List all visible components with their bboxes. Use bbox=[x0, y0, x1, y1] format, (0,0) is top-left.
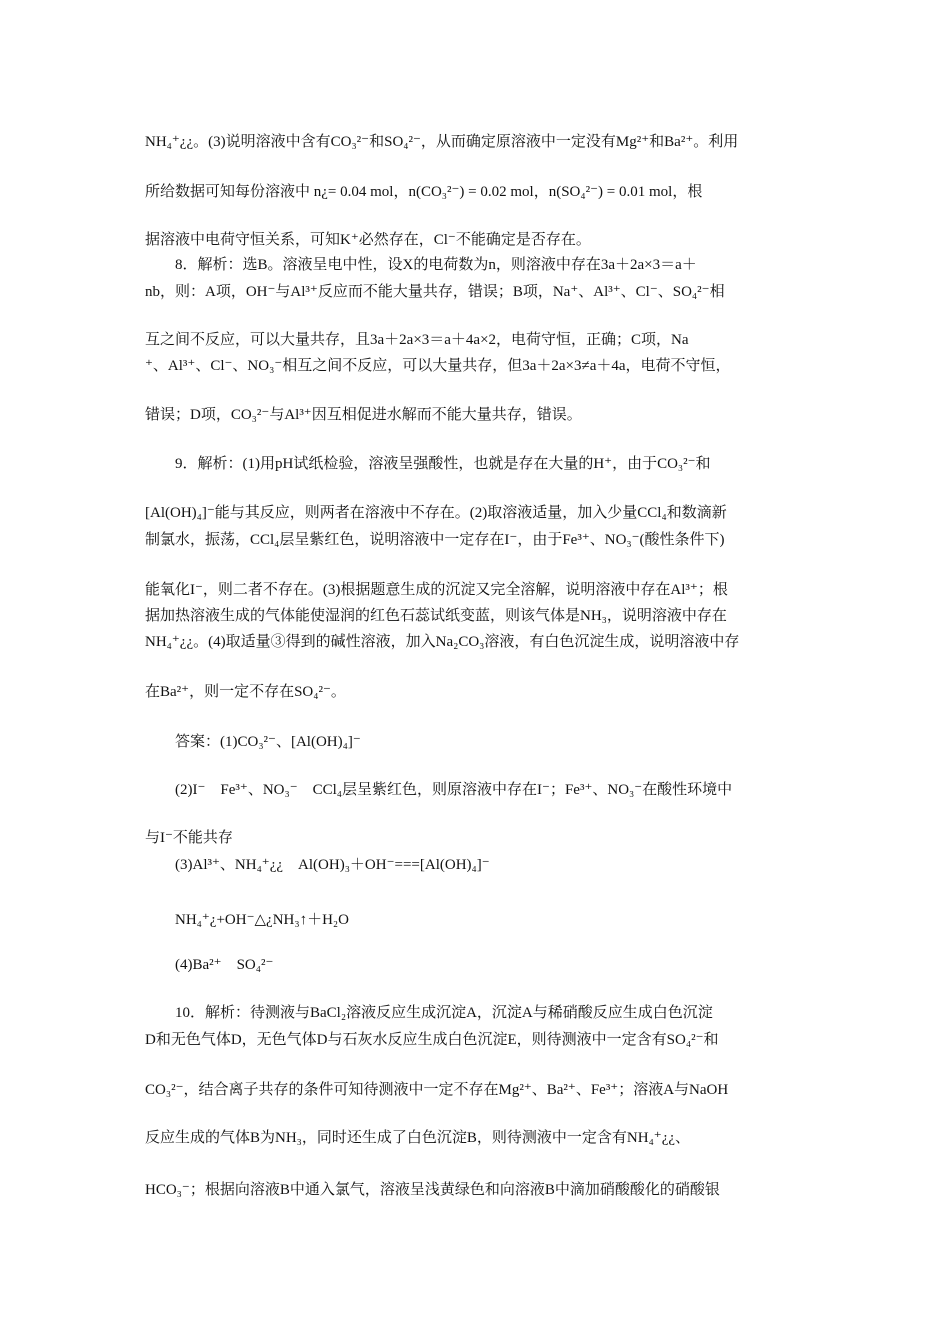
text-line: NH₄⁺¿¿。(4)取适量③得到的碱性溶液，加入Na₂CO₃溶液，有白色沉淀生成，说明溶液中存 bbox=[145, 634, 740, 650]
text-line: 互之间不反应，可以大量共存，且3a＋2a×3＝a＋4a×2，电荷守恒，正确；C项，Na bbox=[145, 332, 689, 348]
text-line: 与I⁻不能共存 bbox=[145, 830, 233, 846]
text-line: 据加热溶液生成的气体能使湿润的红色石蕊试纸变蓝，则该气体是NH₃，说明溶液中存在 bbox=[145, 608, 727, 624]
text-line: 据溶液中电荷守恒关系，可知K⁺必然存在，Cl⁻不能确定是否存在。 bbox=[145, 232, 591, 248]
text-line: 10．解析：待测液与BaCl₂溶液反应生成沉淀A，沉淀A与稀硝酸反应生成白色沉淀 bbox=[175, 1005, 713, 1021]
text-line: 在Ba²⁺，则一定不存在SO₄²⁻。 bbox=[145, 684, 346, 700]
text-line: NH₄⁺¿+OH⁻△¿NH₃↑＋H₂O bbox=[175, 912, 349, 928]
text-line: 反应生成的气体B为NH₃，同时还生成了白色沉淀B，则待测液中一定含有NH₄⁺¿¿、 bbox=[145, 1130, 691, 1146]
text-line: ⁺、Al³⁺、Cl⁻、NO₃⁻相互之间不反应，可以大量共存，但3a＋2a×3≠a＋4a，电荷不守恒， bbox=[145, 358, 731, 374]
text-line: CO₃²⁻，结合离子共存的条件可知待测液中一定不存在Mg²⁺、Ba²⁺、Fe³⁺；溶液A与NaOH bbox=[145, 1082, 729, 1098]
text-line: HCO₃⁻；根据向溶液B中通入氯气，溶液呈浅黄绿色和向溶液B中滴加硝酸酸化的硝酸银 bbox=[145, 1182, 720, 1198]
text-line: (4)Ba²⁺ SO₄²⁻ bbox=[175, 957, 274, 973]
text-line: 9．解析：(1)用pH试纸检验，溶液呈强酸性，也就是存在大量的H⁺，由于CO₃²⁻和 bbox=[175, 456, 711, 472]
text-line: 8．解析：选B。溶液呈电中性，设X的电荷数为n，则溶液中存在3a＋2a×3＝a＋ bbox=[175, 257, 697, 273]
text-line: 能氧化I⁻，则二者不存在。(3)根据题意生成的沉淀又完全溶解，说明溶液中存在Al³⁺；根 bbox=[145, 582, 728, 598]
text-line: [Al(OH)₄]⁻能与其反应，则两者在溶液中不存在。(2)取溶液适量，加入少量CCl₄和数滴新 bbox=[145, 505, 727, 521]
text-line: 所给数据可知每份溶液中 n¿= 0.04 mol，n(CO₃²⁻) = 0.02 mol，n(SO₄²⁻) = 0.01 mol，根 bbox=[145, 184, 703, 200]
text-line: D和无色气体D，无色气体D与石灰水反应生成白色沉淀E，则待测液中一定含有SO₄²⁻和 bbox=[145, 1032, 719, 1048]
text-line: (3)Al³⁺、NH₄⁺¿¿ Al(OH)₃＋OH⁻===[Al(OH)₄]⁻ bbox=[175, 857, 490, 873]
text-line: 制氯水，振荡，CCl₄层呈紫红色，说明溶液中一定存在I⁻，由于Fe³⁺、NO₃⁻(酸性条件下) bbox=[145, 532, 725, 548]
text-line: 答案：(1)CO₃²⁻、[Al(OH)₄]⁻ bbox=[175, 734, 361, 750]
text-line: 错误；D项，CO₃²⁻与Al³⁺因互相促进水解而不能大量共存，错误。 bbox=[145, 407, 582, 423]
text-line: (2)I⁻ Fe³⁺、NO₃⁻ CCl₄层呈紫红色，则原溶液中存在I⁻；Fe³⁺、NO₃⁻在酸性环境中 bbox=[175, 782, 733, 798]
text-line: nb，则：A项，OH⁻与Al³⁺反应而不能大量共存，错误；B项，Na⁺、Al³⁺、Cl⁻、SO₄²⁻相 bbox=[145, 284, 725, 300]
text-line: NH₄⁺¿¿。(3)说明溶液中含有CO₃²⁻和SO₄²⁻，从而确定原溶液中一定没有Mg²⁺和Ba²⁺。利用 bbox=[145, 134, 739, 150]
